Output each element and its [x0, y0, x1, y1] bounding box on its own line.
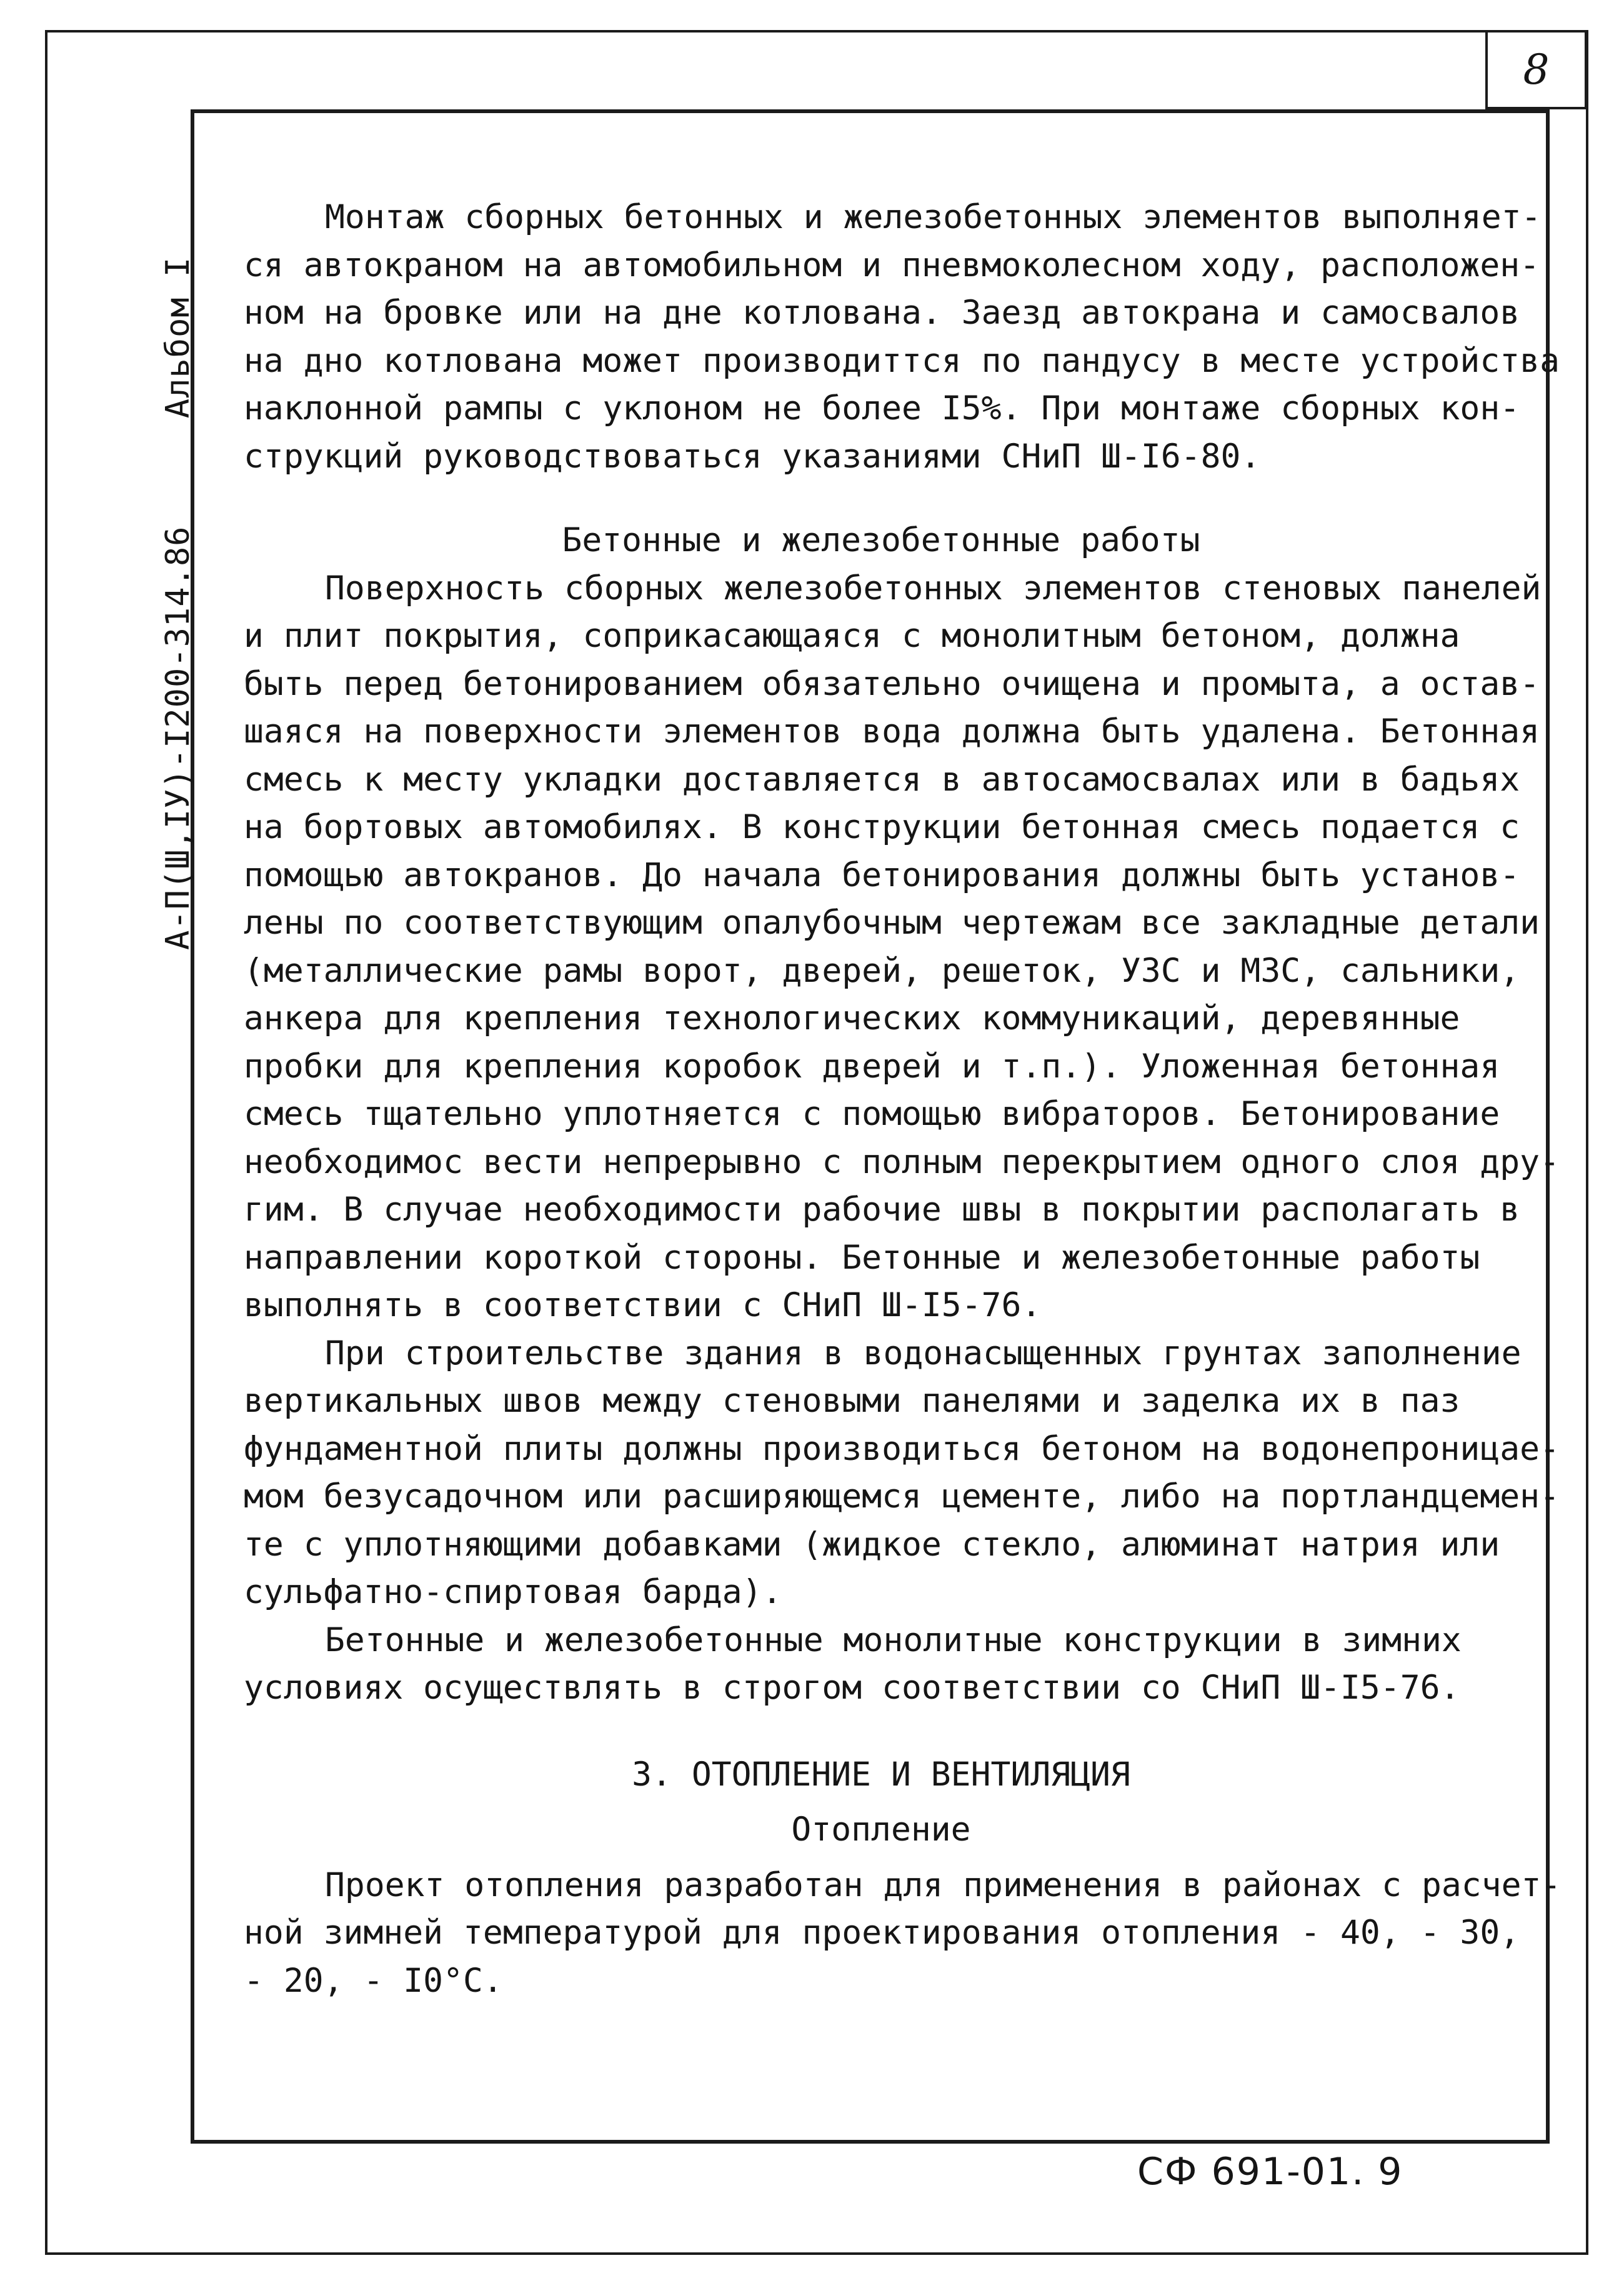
paragraph-winter-conditions	[244, 1617, 1518, 1712]
text-line: Проект отопления разработан для применения в районах с расчет-	[325, 1866, 1562, 1904]
text-line: смесь тщательно уплотняется с помощью вибраторов. Бетонирование	[244, 1095, 1500, 1133]
document-body	[244, 194, 1562, 2005]
subheading-heating: Отопление	[791, 1811, 971, 1849]
text-line: анкера для крепления технологических коммуникаций, деревянные	[244, 999, 1460, 1037]
text-line: - 20, - I0°С.	[244, 1961, 503, 2000]
text-line: гим. В случае необходимости рабочие швы в покрытии располагать в	[244, 1191, 1520, 1229]
heading-concrete-works: Бетонные и железобетонные работы	[562, 521, 1200, 559]
text-line: мом безусадочном или расширяющемся цементе, либо на портландцемен-	[244, 1477, 1560, 1516]
text-line: Монтаж сборных бетонных и железобетонных элементов выполняет-	[325, 198, 1542, 236]
text-line: необходимос вести непрерывно с полным перекрытием одного слоя дру-	[244, 1142, 1560, 1181]
text-line: фундаментной плиты должны производиться бетоном на водонепроницае-	[244, 1429, 1560, 1468]
text-line: те с уплотняющими добавками (жидкое стекло, алюминат натрия или	[244, 1525, 1500, 1564]
text-line: на бортовых автомобилях. В конструкции бетонная смесь подается с	[244, 808, 1520, 846]
document-code: А-П(Ш,IУ)-I200-314.86	[159, 526, 197, 950]
text-line: пробки для крепления коробок дверей и т.п.). Уложенная бетонная	[244, 1047, 1500, 1086]
text-line: сульфатно-спиртовая барда).	[244, 1573, 782, 1611]
text-line: смесь к месту укладки доставляется в автосамосвалах или в бадьях	[244, 760, 1520, 799]
text-line: Поверхность сборных железобетонных элементов стеновых панелей	[325, 569, 1542, 607]
text-line: и плит покрытия, соприкасающаяся с монолитным бетоном, должна	[244, 617, 1460, 655]
text-line: на дно котлована может производиттся по пандусу в месте устройства	[244, 341, 1560, 380]
text-line: выполнять в соответствии с СНиП Ш-I5-76.	[244, 1286, 1042, 1324]
text-line: ной зимней температурой для проектирования отопления - 40, - 30,	[244, 1914, 1520, 1952]
paragraph-heating	[244, 1862, 1562, 2006]
text-line: При строительстве здания в водонасыщенных грунтах заполнение	[325, 1334, 1522, 1372]
side-stamp	[159, 257, 197, 950]
text-line: шаяся на поверхности элементов вода должна быть удалена. Бетонная	[244, 712, 1540, 751]
text-line: условиях осуществлять в строгом соответствии со СНиП Ш-I5-76.	[244, 1669, 1460, 1707]
paragraph-waterlogged-soils	[244, 1330, 1560, 1617]
paragraph-assembly	[244, 194, 1560, 481]
text-line: наклонной рампы с уклоном не более I5%. При монтаже сборных кон-	[244, 389, 1520, 427]
text-line: ся автокраном на автомобильном и пневмоколесном ходу, расположен-	[244, 246, 1540, 284]
paragraph-concrete	[244, 565, 1560, 1330]
text-line: Бетонные и железобетонные монолитные конструкции в зимних	[325, 1621, 1462, 1659]
text-line: струкций руководствоваться указаниями СНиП Ш-I6-80.	[244, 437, 1261, 476]
text-line: быть перед бетонированием обязательно очищена и промыта, а остав-	[244, 664, 1540, 703]
text-line: (металлические рамы ворот, дверей, решеток, УЗС и МЗС, сальники,	[244, 951, 1520, 990]
footer-code: СФ 691-01. 9	[1137, 2150, 1403, 2194]
text-line: помощью автокранов. До начала бетонирования должны быть установ-	[244, 856, 1520, 894]
section-title: 3. ОТОПЛЕНИЕ И ВЕНТИЛЯЦИЯ	[632, 1755, 1130, 1794]
text-line: направлении короткой стороны. Бетонные и железобетонные работы	[244, 1238, 1480, 1277]
album-label: Альбом I	[159, 256, 197, 419]
text-line: лены по соответствующим опалубочным чертежам все закладные детали	[244, 904, 1540, 942]
page-number: 8	[1485, 30, 1587, 109]
text-line: ном на бровке или на дне котлована. Заезд автокрана и самосвалов	[244, 294, 1520, 332]
text-line: вертикальных швов между стеновыми панелями и заделка их в паз	[244, 1382, 1460, 1420]
